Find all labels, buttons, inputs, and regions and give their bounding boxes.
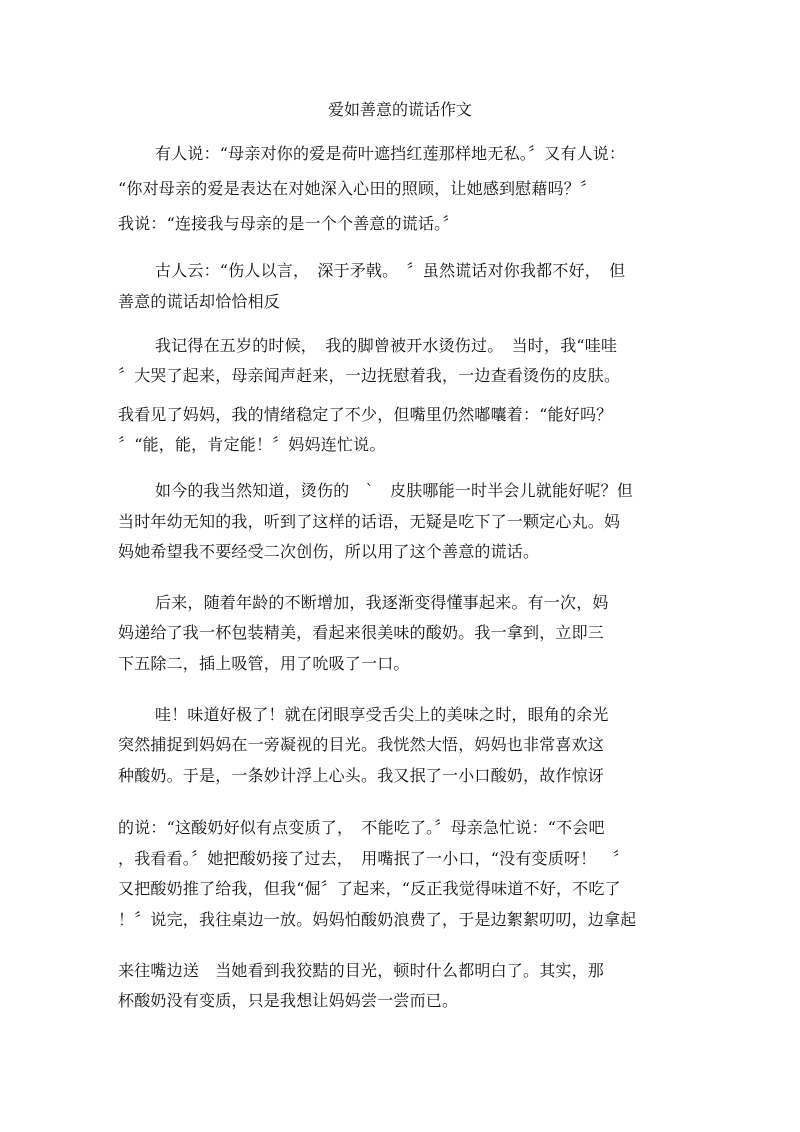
text-line: 有人说：“母亲对你的爱是荷叶遮挡红莲那样地无私。〞又有人说： xyxy=(155,144,626,163)
text-line: 妈递给了我一杯包装精美，看起来很美味的酸奶。我一拿到，立即三 xyxy=(118,623,605,642)
text-line: 〞大哭了起来，母亲闻声赶来，一边抚慰着我，一边查看烫伤的皮肤。 xyxy=(118,366,621,385)
text-line: 后来，随着年龄的不断增加，我逐渐变得懂事起来。有一次，妈 xyxy=(155,593,609,612)
text-line: 善意的谎话却恰恰相反 xyxy=(118,292,281,311)
text-line: 突然捕捉到妈妈在一旁凝视的目光。我恍然大悟，妈妈也非常喜欢这 xyxy=(118,735,605,754)
text-line: ！〞说完，我往桌边一放。妈妈怕酸奶浪费了，于是边絮絮叨叨，边拿起 xyxy=(118,910,637,929)
text-line: 种酸奶。于是，一条妙计浮上心头。我又抿了一小口酸奶，故作惊讶 xyxy=(118,766,605,785)
document-title: 爱如善意的谎话作文 xyxy=(327,100,472,119)
text-line: 的说：“这酸奶好似有点变质了， 不能吃了。〞母亲急忙说：“不会吧 xyxy=(118,818,605,837)
text-line: 〞“能，能，肯定能！〞妈妈连忙说。 xyxy=(118,435,386,454)
text-line: “你对母亲的爱是表达在对她深入心田的照顾，让她感到慰藉吗？〞 xyxy=(118,179,597,198)
text-line: 妈她希望我不要经受二次创伤，所以用了这个善意的谎话。 xyxy=(118,542,540,561)
text-line: 古人云：“伤人以言， 深于矛戟。 〞虽然谎话对你我都不好， 但 xyxy=(155,261,626,280)
text-line: 我说：“连接我与母亲的是一个个善意的谎话。〞 xyxy=(118,214,459,233)
text-line: 如今的我当然知道，烫伤的 ` 皮肤哪能一时半会儿就能好呢？但 xyxy=(155,481,634,500)
text-line: 杯酸奶没有变质，只是我想让妈妈尝一尝而已。 xyxy=(118,991,459,1010)
text-line: ，我看看。〞她把酸奶接了过去， 用嘴抿了一小口，“没有变质呀！ 〞 xyxy=(118,849,629,868)
text-line: 下五除二，插上吸管，用了吮吸了一口。 xyxy=(118,654,410,673)
text-line: 又把酸奶推了给我，但我“倔〞了起来，“反正我觉得味道不好，不吃了 xyxy=(118,879,621,898)
text-line: 来往嘴边送 当她看到我狡黠的目光，顿时什么都明白了。其实，那 xyxy=(118,961,605,980)
text-line: 哇！味道好极了！就在闭眼享受舌尖上的美味之时，眼角的余光 xyxy=(155,705,609,724)
text-line: 当时年幼无知的我，听到了这样的话语，无疑是吃下了一颗定心丸。妈 xyxy=(118,512,621,531)
text-line: 我看见了妈妈，我的情绪稳定了不少，但嘴里仍然嘟囔着：“能好吗？ xyxy=(118,405,613,424)
text-line: 我记得在五岁的时候， 我的脚曾被开水烫伤过。 当时，我“哇哇 xyxy=(155,336,618,355)
